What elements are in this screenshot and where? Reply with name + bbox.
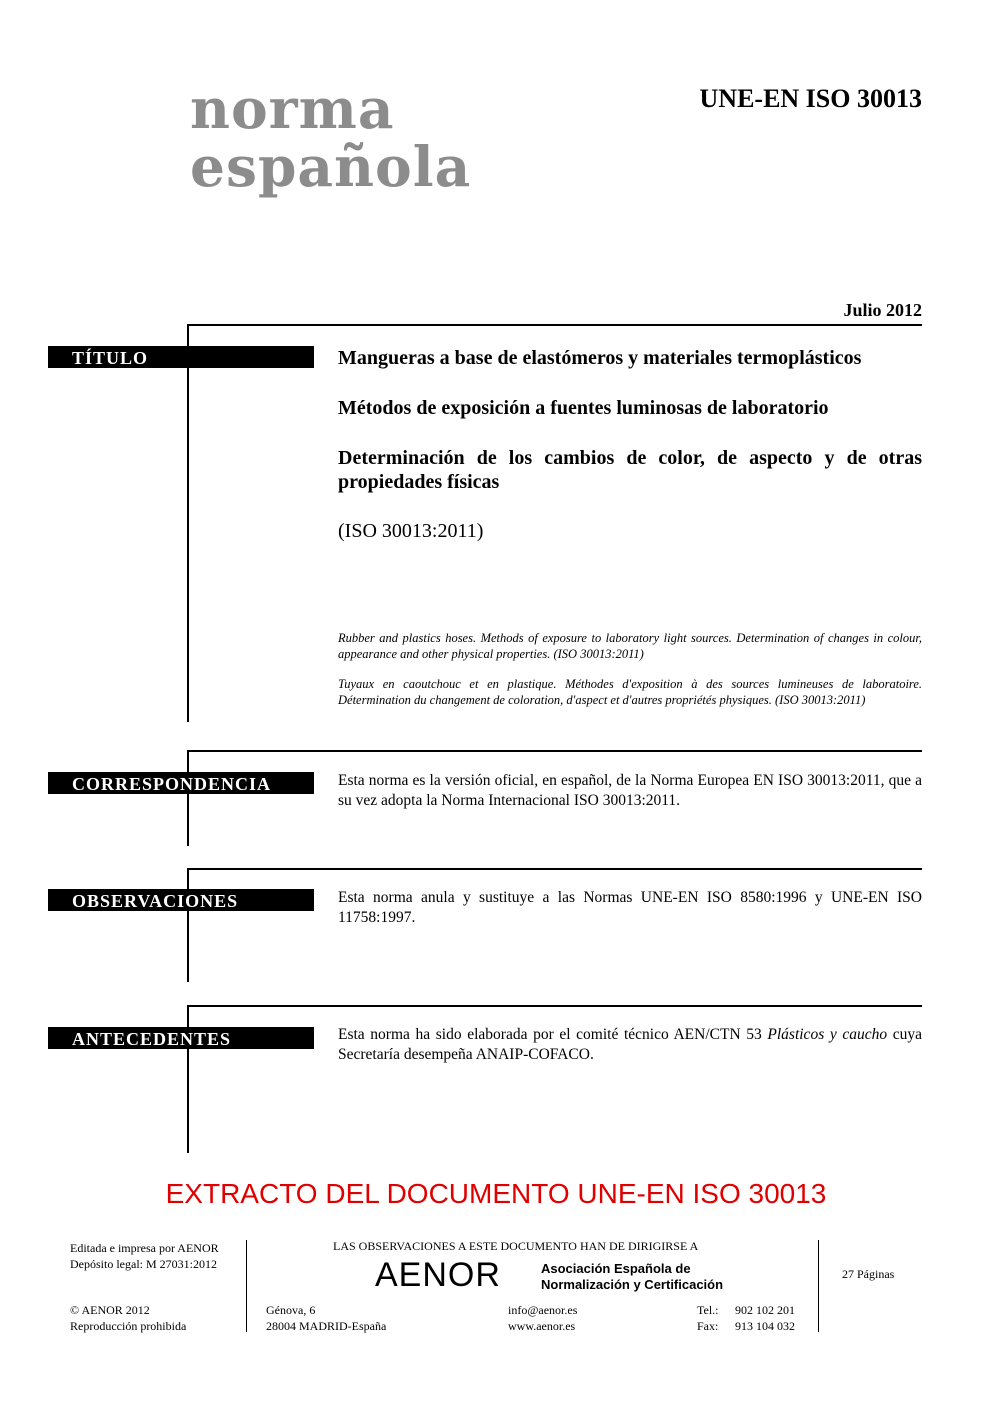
section-divider (188, 324, 922, 326)
website-link[interactable]: www.aenor.es (508, 1319, 576, 1333)
address-city: 28004 MADRID-España (266, 1319, 387, 1333)
section-vertical-rule (187, 750, 189, 846)
address (266, 1302, 386, 1334)
footer-edition (70, 1240, 219, 1272)
iso-reference: (ISO 30013:2011) (338, 520, 484, 542)
antecedentes-text-end: cuya Secretaría desempeña ANAIP-COFACO. (338, 1026, 922, 1063)
english-title: Rubber and plastics hoses. Methods of exposure to laboratory light sources. Determination of changes in colour, appearance and other physical properties. (ISO 30013:2011) (338, 631, 922, 661)
section-vertical-rule (187, 324, 189, 722)
correspondencia-label: CORRESPONDENCIA (48, 772, 314, 794)
antecedentes-label: ANTECEDENTES (48, 1027, 314, 1049)
brand-title (190, 76, 472, 199)
titulo-label: TÍTULO (48, 346, 314, 368)
aenor-full-name-line-1: Asociación Española de (541, 1261, 691, 1276)
section-divider (188, 868, 922, 870)
fax-label: Fax: (697, 1319, 719, 1333)
section-vertical-rule (187, 868, 189, 982)
reproduction-notice: Reproducción prohibida (70, 1319, 187, 1333)
phone-labels (697, 1302, 719, 1334)
section-divider (188, 1005, 922, 1007)
legal-deposit: Depósito legal: M 27031:2012 (70, 1257, 217, 1271)
title-line-2: Métodos de exposición a fuentes luminosas de laboratorio (338, 397, 829, 419)
observaciones-label: OBSERVACIONES (48, 889, 314, 911)
tel-number: 902 102 201 (735, 1303, 795, 1317)
contact-web (508, 1302, 577, 1334)
footer-copyright (70, 1302, 186, 1334)
aenor-full-name-line-2: Normalización y Certificación (541, 1277, 724, 1292)
address-street: Génova, 6 (266, 1303, 316, 1317)
edited-by: Editada e impresa por AENOR (70, 1241, 219, 1255)
email-link[interactable]: info@aenor.es (508, 1303, 578, 1317)
brand-line-1: norma (190, 76, 395, 141)
footer-divider-right (818, 1240, 819, 1332)
brand-line-2: española (190, 134, 472, 199)
antecedentes-text-start: Esta norma ha sido elaborada por el comité técnico AEN/CTN 53 (338, 1026, 768, 1043)
committee-name: Plásticos y caucho (767, 1026, 888, 1043)
document-number: UNE-EN ISO 30013 (699, 84, 922, 113)
correspondencia-text: Esta norma es la versión oficial, en español, de la Norma Europea EN ISO 30013:2011, que a su vez adopta la Norma Internacional ISO 30013:2011. (338, 772, 922, 809)
fax-number: 913 104 032 (735, 1319, 795, 1333)
observaciones-text: Esta norma anula y sustituye a las Normas UNE-EN ISO 8580:1996 y UNE-EN ISO 11758:1997. (338, 889, 922, 926)
aenor-full-name (541, 1261, 723, 1293)
phone-numbers (735, 1302, 795, 1334)
title-line-1: Mangueras a base de elastómeros y materiales termoplásticos (338, 347, 862, 369)
section-divider (188, 750, 922, 752)
extract-banner: EXTRACTO DEL DOCUMENTO UNE-EN ISO 30013 (165, 1178, 827, 1209)
antecedentes-text (338, 1025, 922, 1065)
french-title: Tuyaux en caoutchouc et en plastique. Méthodes d'exposition à des sources lumineuses de laboratoire. Détermination du changement de coloration, d'aspect et d'autres propriétés physiques. (ISO 30013:2011) (338, 677, 922, 707)
observations-address-notice: LAS OBSERVACIONES A ESTE DOCUMENTO HAN DE DIRIGIRSE A (333, 1239, 699, 1253)
aenor-logo: AENOR (375, 1256, 501, 1294)
footer-divider-left (246, 1240, 247, 1332)
title-line-3: Determinación de los cambios de color, de aspecto y de otras propiedades físicas (338, 447, 922, 493)
publication-date: Julio 2012 (843, 300, 922, 320)
tel-label: Tel.: (697, 1303, 719, 1317)
copyright: © AENOR 2012 (70, 1303, 150, 1317)
page-count: 27 Páginas (842, 1267, 895, 1281)
